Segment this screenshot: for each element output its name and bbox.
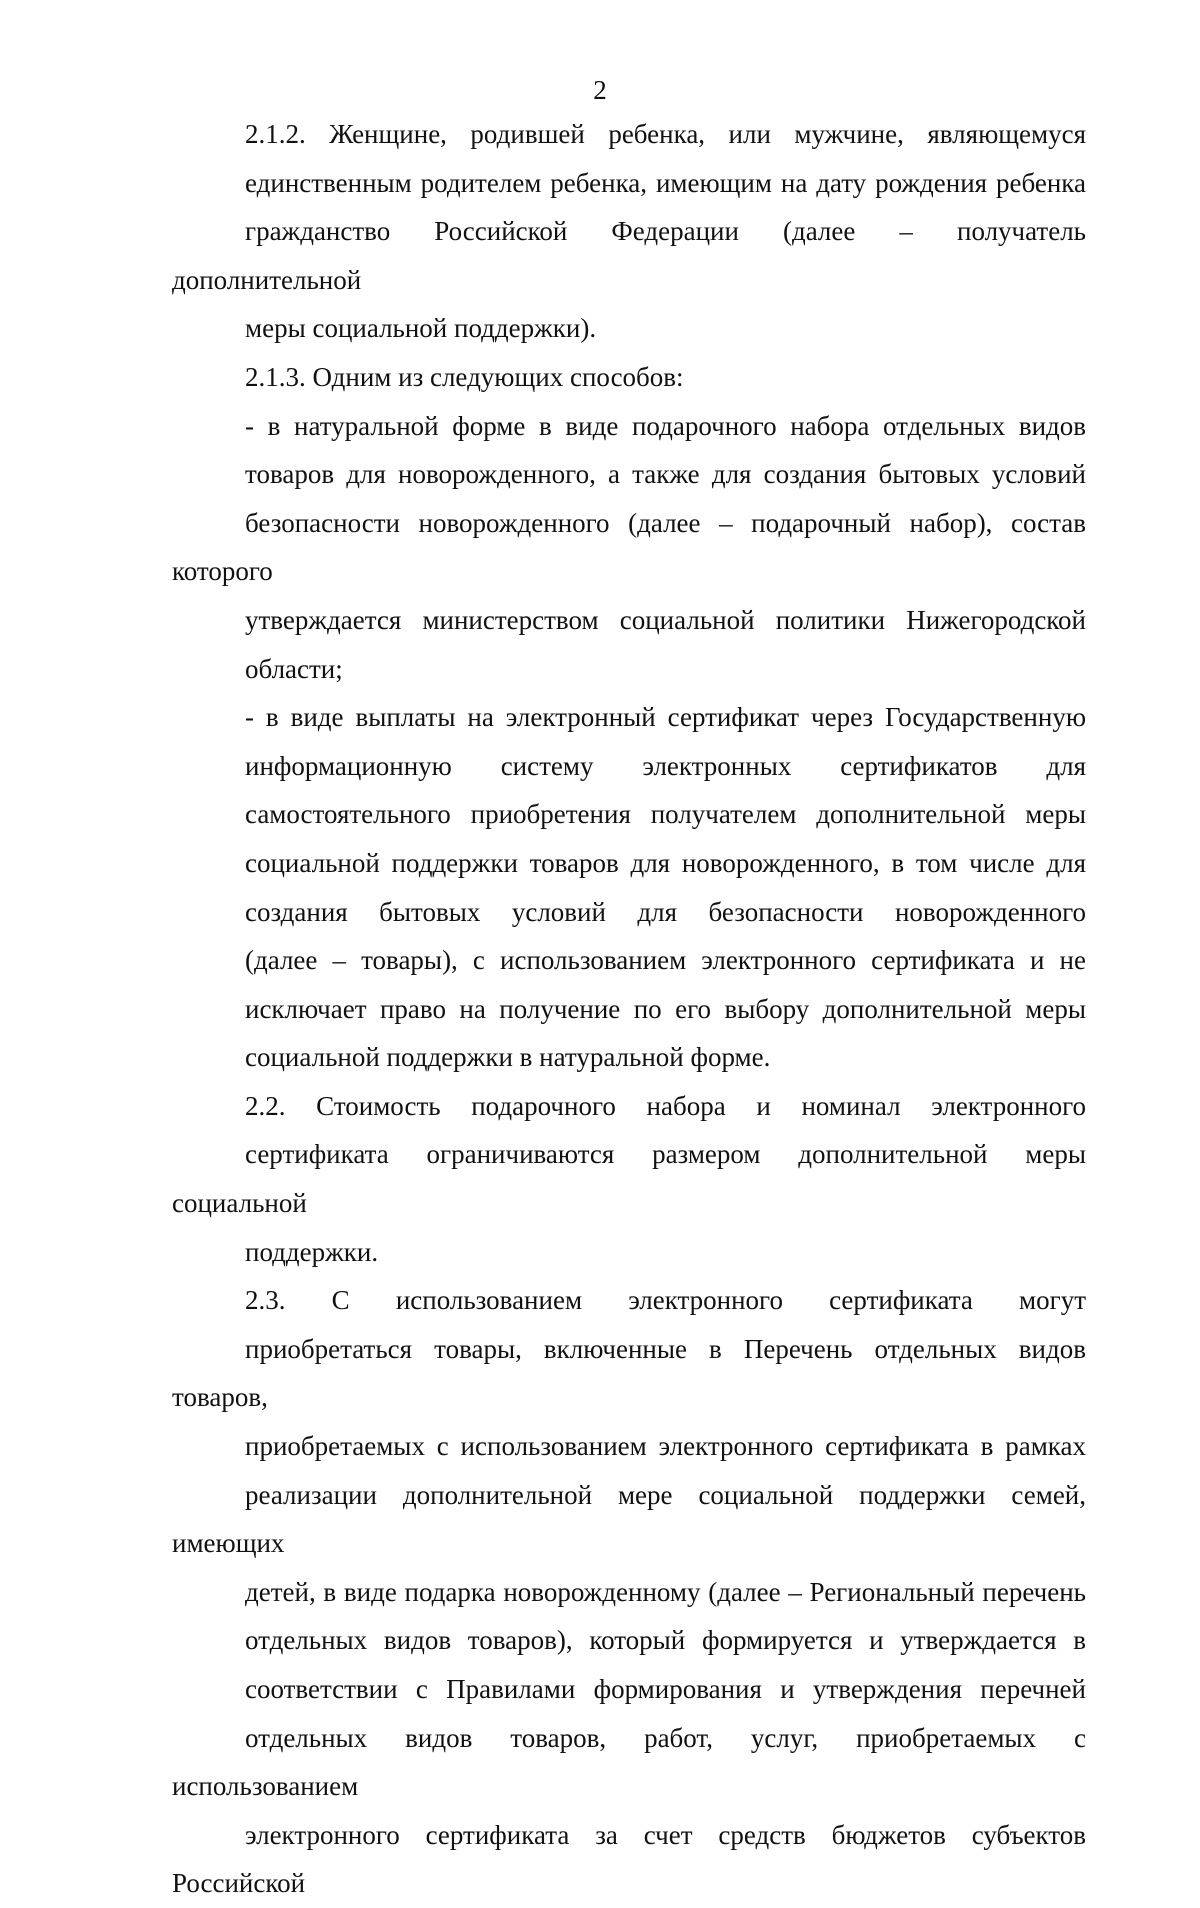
- document-body: [172, 110, 1086, 1908]
- text-line: соответствии с Правилами формирования и утверждения перечней: [245, 1674, 1086, 1704]
- text-line: 2.3. С использованием электронного сертификата могут: [245, 1285, 1086, 1316]
- text-line: самостоятельного приобретения получателем дополнительной меры: [245, 799, 1086, 830]
- text-line: исключает право на получение по его выбору дополнительной меры: [245, 993, 1086, 1024]
- paragraph-2-1-2: [172, 110, 1086, 353]
- text-line: сертификата ограничиваются размером дополнительной меры социальной: [172, 1139, 1086, 1219]
- text-line: поддержки.: [245, 1236, 379, 1267]
- text-line: детей, в виде подарка новорожденному (далее – Региональный перечень: [245, 1576, 1086, 1607]
- text-line: реализации дополнительной мере социальной поддержки семей, имеющих: [172, 1479, 1086, 1559]
- text-line: 2.2. Стоимость подарочного набора и номинал электронного: [245, 1090, 1086, 1121]
- paragraph-2-1-3: [172, 353, 1086, 402]
- text-line: приобретаемых с использованием электронного сертификата в рамках: [245, 1431, 1086, 1462]
- text-line: отдельных видов товаров), который формируется и утверждается в: [245, 1625, 1086, 1656]
- text-line: безопасности новорожденного (далее – подарочный набор), состав которого: [172, 507, 1086, 587]
- text-line: 2.1.3. Одним из следующих способов:: [245, 361, 684, 392]
- text-line: меры социальной поддержки).: [245, 313, 597, 344]
- paragraph-natural-form: [172, 402, 1086, 694]
- text-line: утверждается министерством социальной политики Нижегородской: [245, 604, 1086, 635]
- text-line: товаров для новорожденного, а также для создания бытовых условий: [245, 459, 1086, 490]
- text-line: приобретаться товары, включенные в Перечень отдельных видов товаров,: [172, 1333, 1086, 1413]
- page-number: 2: [593, 75, 607, 105]
- paragraph-2-2: [172, 1082, 1086, 1276]
- text-line: социальной поддержки товаров для новорожденного, в том числе для: [245, 847, 1086, 878]
- paragraph-2-3: [172, 1276, 1086, 1908]
- text-line: (далее – товары), с использованием электронного сертификата и не: [245, 945, 1086, 976]
- text-line: 2.1.2. Женщине, родившей ребенка, или мужчине, являющемуся: [245, 119, 1086, 149]
- paragraph-electronic-certificate: [172, 693, 1086, 1082]
- text-line: гражданство Российской Федерации (далее – получатель дополнительной: [172, 216, 1086, 295]
- text-line: социальной поддержки в натуральной форме.: [245, 1042, 771, 1073]
- text-line: - в виде выплаты на электронный сертификат через Государственную: [245, 702, 1086, 733]
- text-line: информационную систему электронных сертификатов для: [245, 750, 1086, 781]
- text-line: создания бытовых условий для безопасности новорожденного: [245, 896, 1086, 927]
- text-line: отдельных видов товаров, работ, услуг, приобретаемых с использованием: [172, 1722, 1086, 1802]
- text-line: электронного сертификата за счет средств бюджетов субъектов Российской: [172, 1819, 1086, 1899]
- text-line: - в натуральной форме в виде подарочного набора отдельных видов: [245, 410, 1086, 441]
- text-line: области;: [245, 653, 343, 684]
- text-line: единственным родителем ребенка, имеющим на дату рождения ребенка: [245, 167, 1086, 198]
